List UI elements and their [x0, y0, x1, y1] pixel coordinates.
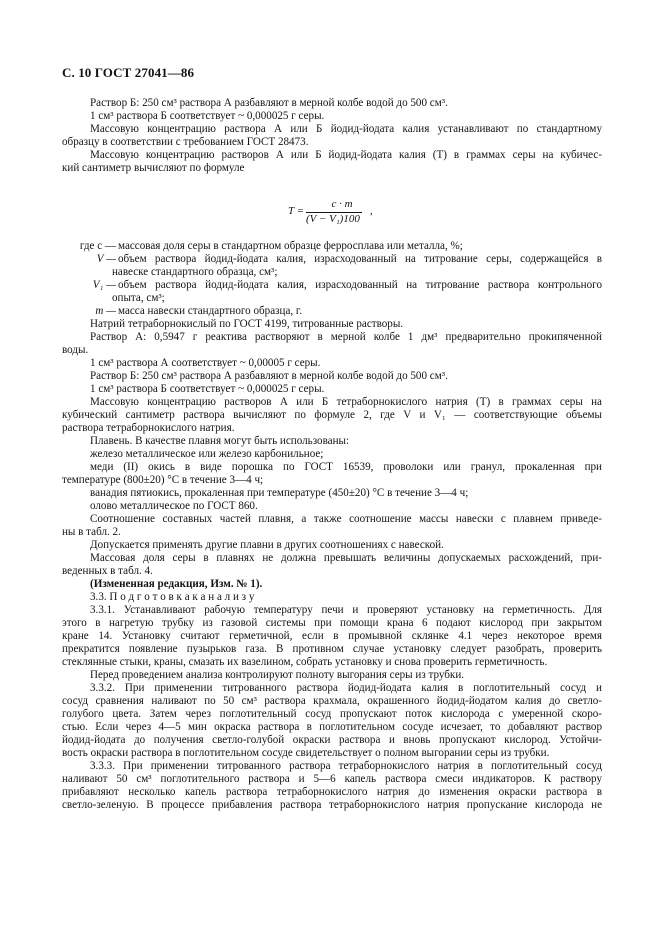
text-line: Раствор А: 0,5947 г реактива растворяют в мерной колбе 1 дм³ предварительно прокипяченной	[90, 331, 602, 343]
amendment-note: (Измененная редакция, Изм. № 1).	[90, 578, 263, 590]
text-line: голубого цвета. Затем через поглотительный сосуд пропускают поток кислорода с умеренной скоро-	[62, 708, 602, 720]
text-line: Допускается применять другие плавни в других соотношениях с навеской.	[90, 539, 444, 551]
text-line: йодид-йодата до получения светло-голубой окраски раствора и вновь пропускают кислород. Устойчи-	[62, 734, 602, 746]
text-line: воды.	[62, 344, 89, 356]
formula-numerator: c · m	[331, 198, 353, 210]
text-line: светло-зеленую. В процессе прибавления раствора тетраборнокислого натрия пропускание кислорода не	[62, 799, 602, 811]
text-line: раствора тетраборнокислого натрия.	[62, 422, 235, 434]
text-line: сосуд сравнения наливают по 50 см³ раствора крахмала, окрашенного йодид-йодатом калия до светло-	[62, 695, 602, 707]
text-line: прекратится появление пузырьков газа. В противном случае установку следует разобрать, проверить	[62, 643, 602, 655]
text-line: 3.3.2. При применении титрованного раствора йодид-йодата калия в поглотительный сосуд и	[90, 682, 602, 694]
text-line: 3.3.3. При применении титрованного раствора тетраборнокислого натрия в поглотительный сосуд	[90, 760, 602, 772]
def-text: навеске стандартного образца, см³;	[112, 266, 278, 278]
def-symbol: V —	[96, 253, 116, 265]
def-symbol: m —	[95, 305, 116, 317]
text-line: 1 см³ раствора Б соответствует ~ 0,000025 г серы.	[90, 110, 325, 122]
text-line: кий сантиметр вычисляют по формуле	[62, 162, 245, 174]
text-line: стеклянные стыки, краны, смазать их вазелином, собрать установку и снова проверить герметичность.	[62, 656, 548, 668]
text-line: кубический сантиметр раствора вычисляют по формуле 2, где V и V₁ — соответствующие объемы	[62, 409, 602, 421]
formula-T	[288, 198, 378, 228]
text-line: Плавень. В качестве плавня могут быть использованы:	[90, 435, 350, 447]
formula-comma: ,	[370, 205, 373, 217]
formula-denominator: (V − V₁)100	[306, 213, 360, 225]
text-line: веденных в табл. 4.	[62, 565, 153, 577]
page-header: С. 10 ГОСТ 27041—86	[62, 65, 195, 80]
text-line: Массовая доля серы в плавнях не должна превышать величины допускаемых расхождений, при-	[90, 552, 602, 564]
text-line: образцу в соответствии с требованием ГОСТ 28473.	[62, 136, 309, 148]
text-line: Соотношение составных частей плавня, а также соотношение массы навески с плавнем приведе-	[90, 513, 602, 525]
def-text: объем раствора йодид-йодата калия, израсходованный на титрование серы, содержащейся в	[118, 253, 602, 265]
text-line: Массовую концентрацию растворов А или Б тетраборнокислого натрия (T) в граммах серы на	[90, 396, 602, 408]
def-text: масса навески стандартного образца, г.	[118, 305, 302, 317]
text-line: Перед проведением анализа контролируют полноту выгорания серы из трубки.	[90, 669, 465, 681]
def-text: опыта, см³;	[112, 292, 165, 304]
text-line: меди (II) окись в виде порошка по ГОСТ 16539, проволоки или гранул, прокаленная при	[90, 461, 602, 473]
formula-lhs: T =	[288, 205, 305, 217]
def-text: массовая доля серы в стандартном образце ферросплава или металла, %;	[118, 240, 463, 252]
text-line: вость окраски раствора в поглотительном сосуде свидетельствует о полном выгорании серы из трубки.	[62, 747, 550, 759]
text-line: Раствор Б: 250 см³ раствора А разбавляют в мерной колбе водой до 500 см³.	[90, 370, 448, 382]
text-line: прибавляют несколько капель раствора тетраборнокислого натрия до изменения окраски раствора в	[62, 786, 602, 798]
text-line: 1 см³ раствора Б соответствует ~ 0,000025 г серы.	[90, 383, 325, 395]
text-line: железо металлическое или железо карбонильное;	[90, 448, 324, 460]
text-line: Массовую концентрацию растворов А или Б йодид-йодата калия (T) в граммах серы на кубичес-	[90, 149, 602, 161]
text-line: Массовую концентрацию раствора А или Б йодид-йодата калия устанавливают по стандартному	[90, 123, 602, 135]
text-line: наливают 50 см³ поглотительного раствора и 5—6 капель раствора смеси индикаторов. К раствору	[62, 773, 602, 785]
def-symbol: где c —	[79, 240, 116, 252]
text-line: 3.3.1. Устанавливают рабочую температуру печи и проверяют установку на герметичность. Для	[90, 604, 602, 616]
text-line: 1 см³ раствора А соответствует ~ 0,00005 г серы.	[90, 357, 321, 369]
section-heading: 3.3. П о д г о т о в к а к а н а л и з у	[90, 591, 255, 603]
def-text: объем раствора йодид-йодата калия, израсходованный на титрование раствора контрольного	[118, 279, 602, 291]
text-line: олово металлическое по ГОСТ 860.	[90, 500, 258, 512]
text-line: Натрий тетраборнокислый по ГОСТ 4199, титрованные растворы.	[90, 318, 404, 330]
text-line: этого в нагретую трубку из газовой системы при помощи крана 6 подают кислород при закрытом	[62, 617, 602, 629]
text-line: ванадия пятиокись, прокаленная при температуре (450±20) °С в течение 3—4 ч;	[90, 487, 469, 499]
text-line: температуре (800±20) °С в течение 3—4 ч;	[62, 474, 264, 486]
text-line: ны в табл. 2.	[62, 526, 121, 538]
def-symbol: V₁ —	[92, 279, 116, 291]
text-line: кране 14. Установку считают герметичной, если в промывной склянке 4.1 через некоторое время	[62, 630, 602, 642]
text-line: Раствор Б: 250 см³ раствора А разбавляют в мерной колбе водой до 500 см³.	[90, 97, 448, 109]
text-line: стью. Если через 4—5 мин окраска раствора в поглотительном сосуде исчезает, то добавляют раствор	[62, 721, 602, 733]
